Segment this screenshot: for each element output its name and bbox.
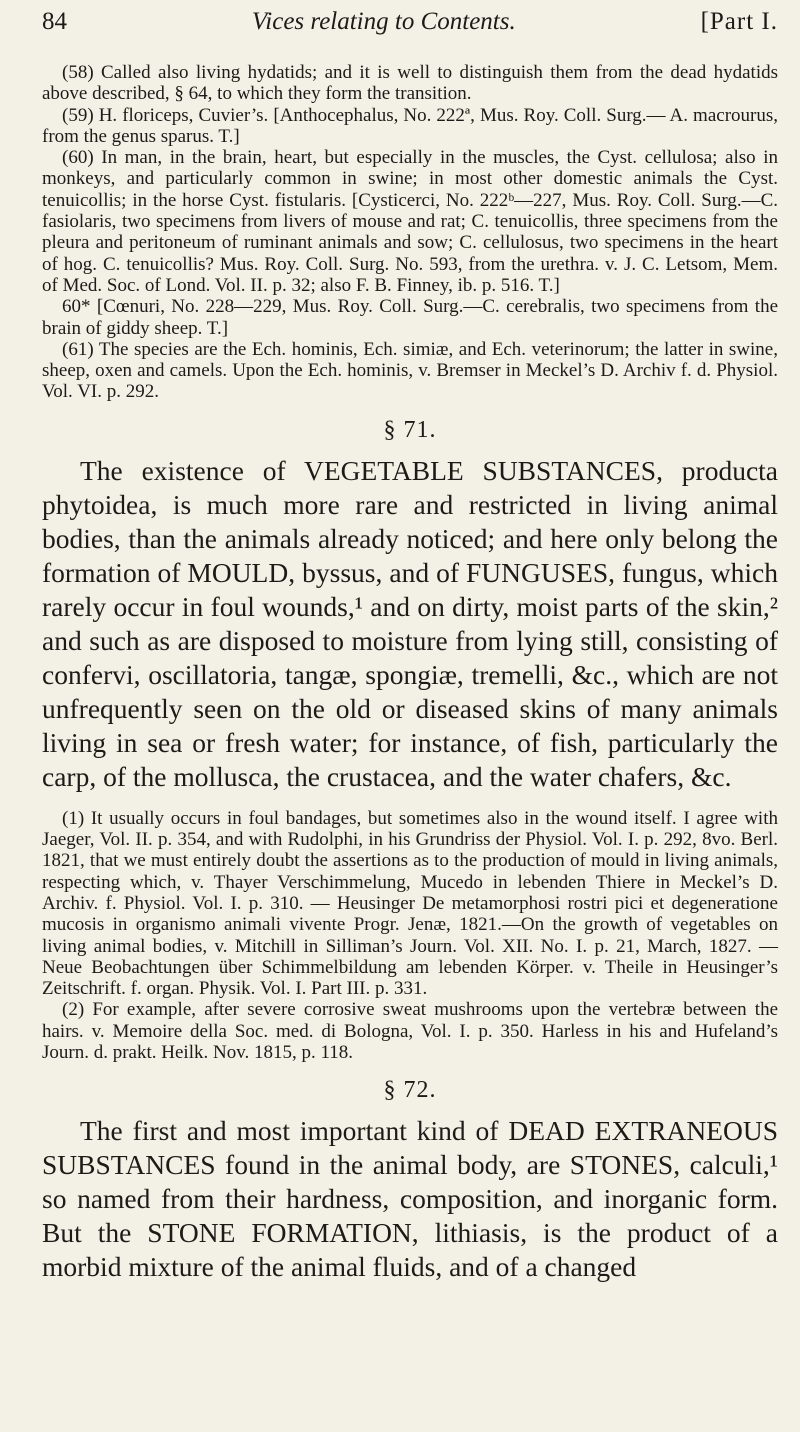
section-72-body-wrap: [42, 1114, 778, 1284]
note-58: (58) Called also living hydatids; and it is well to distinguish them from the dead hydatids above described, § 64, to which they form the transition.: [42, 62, 778, 105]
footnote-2: (2) For example, after severe corrosive sweat mushrooms upon the vertebræ between the hairs. v. Memoire della Soc. med. di Bologna, Vol. I. p. 350. Harless in his and Hufeland’s Journ. d. prakt. Heilk. Nov. 1815, p. 118.: [42, 999, 778, 1064]
running-title: Vices relating to Contents.: [251, 8, 516, 35]
part-label: [Part I.: [700, 8, 778, 35]
section-72-body: The first and most important kind of DEAD EXTRANEOUS SUBSTANCES found in the animal body, are STONES, calculi,¹ so named from their hardness, composition, and inorganic form. But the STONE FORMATION, lithiasis, is the product of a morbid mixture of the animal fluids, and of a changed: [42, 1115, 778, 1283]
section-71-body-wrap: [42, 454, 778, 794]
page-number: 84: [42, 8, 67, 35]
section-71-body: The existence of VEGETABLE SUBSTANCES, producta phytoidea, is much more rare and restricted in living animal bodies, than the animals already noticed; and here only belong the formation of MOULD, byssus, and of FUNGUSES, fungus, which rarely occur in foul wounds,¹ and on dirty, moist parts of the skin,² and such as are disposed to moisture from lying still, consisting of confervi, oscillatoria, tangæ, spongiæ, tremelli, &c., which are not unfrequently seen on the old or diseased skins of many animals living in sea or fresh water; for instance, of fish, particularly the carp, of the mollusca, the crustacea, and the water chafers, &c.: [42, 454, 778, 792]
section-71-footnotes: [42, 808, 778, 1064]
section-71-heading: § 71.: [383, 416, 437, 443]
footnote-1: (1) It usually occurs in foul bandages, but sometimes also in the wound itself. I agree with Jaeger, Vol. II. p. 354, and with Rudolphi, in his Grundriss der Physiol. Vol. I. p. 292, 8vo. Berl. 1821, that we must entirely doubt the assertions as to the production of mould in living animals, respecting which, v. Thayer Verschimmelung, Mucedo in lebenden Thiere in Meckel’s D. Archiv. f. Physiol. Vol. I. p. 310. — Heusinger De metamorphosi rostri pici et degeneratione mucosis in organismo animali vivente Progr. Jenæ, 1821.—On the growth of vegetables on living animal bodies, v. Mitchill in Silliman’s Journ. Vol. XII. No. I. p. 21, March, 1827. — Neue Beobachtungen über Schimmelbildung am lebenden Körper. v. Theile in Heusinger’s Zeitschrift. f. organ. Physik. Vol. I. Part III. p. 331.: [42, 807, 778, 1000]
top-notes: [42, 62, 778, 403]
section-72-heading: § 72.: [383, 1077, 437, 1104]
running-head: [42, 8, 778, 50]
note-61: (61) The species are the Ech. hominis, Ech. simiæ, and Ech. veterinorum; the latter in swine, sheep, oxen and camels. Upon the Ech. hominis, v. Bremser in Meckel’s D. Archiv f. d. Physiol. Vol. VI. p. 292.: [42, 338, 778, 403]
note-60: (60) In man, in the brain, heart, but especially in the muscles, the Cyst. cellulosa; also in monkeys, and particularly common in swine; in most other domestic animals the Cyst. tenuicollis; in the horse Cyst. fistularis. [Cysticerci, No. 222ᵇ—227, Mus. Roy. Coll. Surg.—C. fasiolaris, two specimens from livers of mouse and rat; C. tenuicollis, three specimens from the pleura and peritoneum of ruminant animals and sow; C. cellulosus, two specimens in the heart of hog. C. tenuicollis? Mus. Roy. Coll. Surg. No. 593, from the urethra. v. J. C. Letsom, Mem. of Med. Soc. of Lond. Vol. II. p. 32; also F. B. Finney, ib. p. 516. T.]: [42, 147, 778, 296]
note-60-star: 60* [Cœnuri, No. 228—229, Mus. Roy. Coll. Surg.—C. cerebralis, two specimens from the brain of giddy sheep. T.]: [42, 296, 778, 339]
note-59: (59) H. floriceps, Cuvier’s. [Anthocephalus, No. 222ª, Mus. Roy. Coll. Surg.— A. macrourus, from the genus sparus. T.]: [42, 104, 778, 147]
